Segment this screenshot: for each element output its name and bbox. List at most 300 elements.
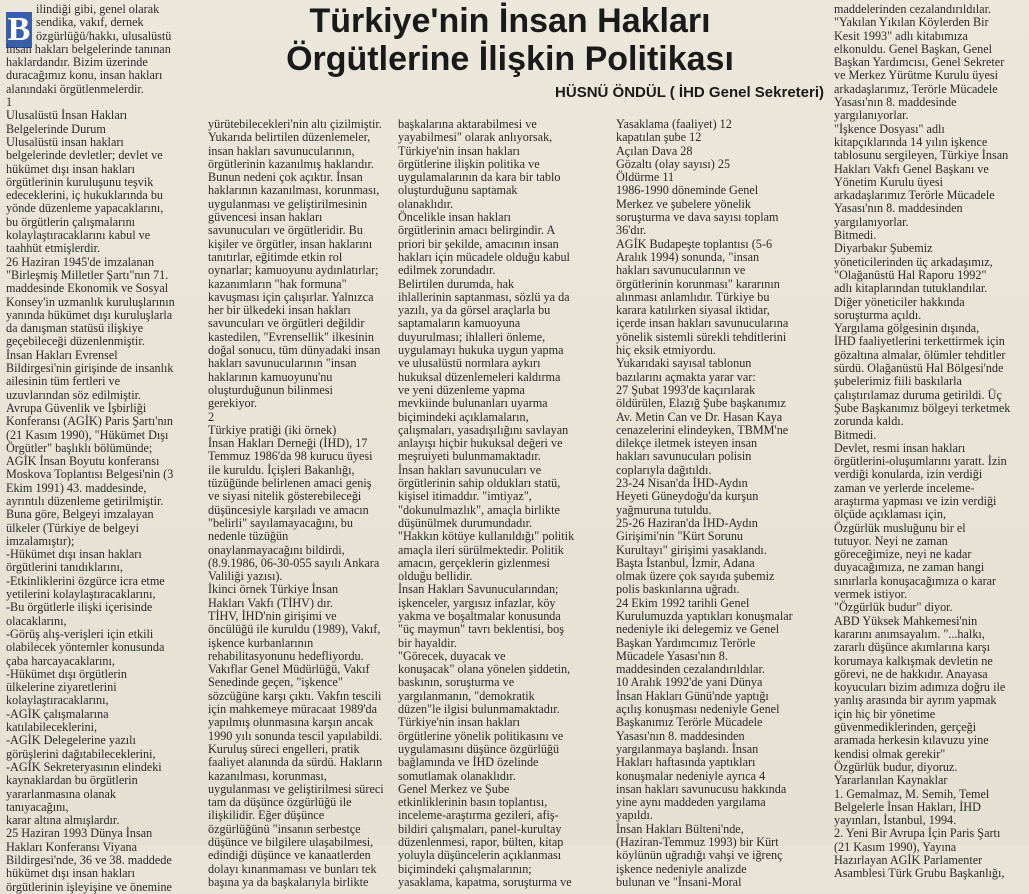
text-line: yakma ve boşaltmalar konusunda	[398, 608, 561, 623]
text-line: Avrupa Güvenlik ve İşbirliği	[6, 400, 147, 415]
text-line: kararını anımsayalım. "...halkı,	[834, 626, 985, 641]
text-line: arkadaşlarımız Terörle Mücadele	[834, 188, 995, 203]
article-title	[250, 2, 770, 78]
text-line: işkenceler, yargısız infazlar, köy	[398, 595, 556, 610]
text-line: Genel Merkez ve Şube	[398, 781, 510, 796]
text-line: 26 Haziran 1945'de imzalanan	[6, 254, 155, 269]
text-line: Yararlanılan Kaynaklar	[834, 773, 948, 788]
text-line: Öldürme 11	[616, 170, 675, 185]
text-line: zaman ve yerlerde inceleme-	[834, 480, 975, 495]
text-line: konuşacak" olana yönelen şiddetin,	[398, 662, 571, 677]
text-line: korumaya kalkışmak devletin ne	[834, 653, 993, 668]
text-line: ihlallerinin saptanması, sözlü ya da	[398, 289, 570, 304]
text-line: -Görüş alış-verişleri için etkili	[6, 626, 154, 641]
text-line: ve siyasi nitelik gösterebileceği	[208, 489, 362, 504]
text-line: hakları savunucularının ve	[616, 263, 746, 278]
text-line: çaba harcayacaklarını,	[6, 653, 115, 668]
text-line: öldürülen, Elazığ Şube başkanımız	[616, 396, 786, 411]
text-line: maddelerinden cezalandırıldılar.	[834, 2, 992, 16]
text-line: yargılanıyorlar.	[834, 108, 909, 123]
text-line: zararlı düşünce akımlarına karşı	[834, 640, 990, 655]
text-line: 2. Yeni Bir Avrupa İçin Paris Şartı	[834, 826, 1001, 841]
text-line: maddesinden cezalandırıldılar.	[616, 662, 765, 677]
text-line: Aralık 1994) sonunda, "insan	[616, 249, 760, 264]
text-line: bağlamında ve İHD özelinde	[398, 755, 539, 770]
text-line: insan hakları savunucusu hakkında	[616, 781, 787, 796]
text-line: düzenlenmesi, rapor, bülten, kitap	[398, 835, 564, 850]
text-line: Türkiye'nin insan hakları	[398, 715, 521, 730]
text-line: öncülüğü ile kuruldu (1989), Vakıf,	[208, 622, 381, 637]
text-line: baskının, soruşturma ve	[398, 675, 515, 690]
text-line: Kurulumuzda yaptıkları konuşmalar	[616, 608, 793, 623]
text-line: kendisi olmak gerekir"	[834, 746, 946, 761]
text-line: yoluyla düşüncelerin açıklanması	[398, 848, 562, 863]
text-line: Merkez ve şubelere yönelik	[616, 196, 752, 211]
text-column-5	[834, 2, 1027, 881]
text-line: sınırlarla konuşacağımıza o karar	[834, 573, 997, 588]
text-line: işkence nedeniyle analizde	[616, 861, 747, 876]
text-line: kolaylaştıracaklarını kabul ve	[6, 228, 151, 243]
text-line: yapılmış olunmasına karşın ancak	[208, 715, 374, 730]
text-line: bir hayaldir.	[398, 635, 457, 650]
text-line: yayabilmesi" olarak anlıyorsak,	[398, 130, 553, 145]
text-line: yönelik sistemli sürekli tehditlerini	[616, 329, 787, 344]
text-line: örgütlerine yönelik politikasını ve	[398, 728, 564, 743]
text-line: ülkeler (Türkiye de belgeyi	[6, 520, 139, 535]
text-line: Av. Metin Can ve Dr. Hasan Kaya	[616, 409, 783, 424]
text-line: özgürlüğünü "insanın serbestçe	[208, 821, 361, 836]
text-line: maddesinde Ekonomik ve Sosyal	[6, 281, 169, 296]
text-line: 1990 yılı sonunda tescil yapılabildi.	[208, 728, 383, 743]
text-line: ve yeni düzenleme yapma	[398, 382, 525, 397]
text-line: 25 Haziran 1993 Dünya İnsan	[6, 826, 153, 841]
text-line: elkonuldu. Genel Başkan, Genel	[834, 41, 993, 56]
text-line: oluşturduğunu saptamak	[398, 183, 518, 198]
text-line: hükümet dışı insan hakları	[6, 866, 135, 881]
text-line: tutuyor. Neyi ne zaman	[834, 533, 948, 548]
text-line: İnsan Hakları Evrensel	[6, 347, 118, 362]
text-line: 2	[208, 409, 215, 424]
text-line: haklardandır. Bizim üzerinde	[6, 55, 148, 70]
drop-cap: B	[7, 11, 31, 48]
text-line: Türkiye'nin insan hakları	[398, 143, 521, 158]
text-line: ilindiği gibi, genel olarak	[36, 2, 160, 16]
text-line: düşünülmek durumundadır.	[398, 515, 533, 530]
text-line: Ekim 1991) 43. maddesinde,	[6, 480, 147, 495]
text-line: polis baskınlarına uğradı.	[616, 582, 740, 597]
text-line: hükümet dışı insan hakları	[6, 161, 135, 176]
text-line: edilmek zorundadır.	[398, 263, 496, 278]
text-line: örgütlerini tanıdıklarını,	[6, 560, 123, 575]
text-line: İnsan Hakları Günü'nde yaptığı	[616, 688, 769, 703]
text-line: hakları savunucuları polisin	[616, 449, 752, 464]
text-column-3	[398, 117, 608, 889]
text-line: yayınları, İstanbul, 1994.	[834, 813, 957, 828]
text-line: Hakları Vakfı Genel Başkanı ve	[834, 161, 989, 176]
text-line: "Birleşmiş Milletler Şartı"nın 71.	[6, 267, 169, 282]
text-line: tüzüğünde belirlenen amaci geniş	[208, 476, 372, 491]
text-line: dolayı kınanmaması ve bunları tek	[208, 861, 377, 876]
text-line: amaçla ileri sürülmektedir. Politik	[398, 542, 564, 557]
text-line: İkinci örnek Türkiye İnsan	[208, 582, 339, 597]
text-column-2	[208, 117, 390, 889]
text-line: kişiler ve örgütler, insan haklarını	[208, 236, 373, 251]
text-line: örgütlerinin kuruluşunu teşvik	[6, 174, 154, 189]
text-line: koyucuları bizim adımıza doğru ile	[834, 680, 1006, 695]
text-line: katılabileceklerini,	[6, 720, 98, 735]
text-line: görüşlerini dağıtabileceklerini,	[6, 746, 156, 761]
text-line: faaliyet alanında da sürdü. Hakların	[208, 755, 383, 770]
text-line: 1	[6, 95, 13, 110]
text-line: örgütlerinin korunması" kararının	[616, 276, 780, 291]
text-line: "belirli" sayılamayacağını, bu	[208, 515, 353, 530]
text-line: Gözaltı (olay sayısı) 25	[616, 156, 731, 171]
text-line: kaynaklardan bu örgütlerin	[6, 773, 138, 788]
text-line: insan hakları savunucularının,	[208, 143, 355, 158]
text-line: ve Merkez Yürütme Kurulu üyesi	[834, 68, 999, 83]
text-line: cenazelerini elindeyken, TBMM'ne	[616, 422, 789, 437]
text-line: alınması anlamlıdır. Türkiye bu	[616, 289, 770, 304]
text-line: tam da düşünce özgürlüğü ile	[208, 795, 352, 810]
text-line: örgütlerinin amacı belirgindir. A	[398, 223, 556, 238]
text-line: özgürlüğü/hakkı, ulusalüstü	[36, 28, 172, 43]
text-line: 23-24 Nisan'da İHD-Aydın	[616, 476, 748, 491]
text-line: priori bir şekilde, amacının insan	[398, 236, 559, 251]
text-line: yanında hükümet dışı kuruluşlarla	[6, 307, 173, 322]
text-line: örgütlerinin işleyişine ve önemine	[6, 879, 172, 894]
text-line: "Özgürlük budur" diyor.	[834, 600, 953, 615]
text-line: "dokunulmazlık", amaçla birlikte	[398, 502, 560, 517]
text-line: örgütlerinin kazanılmış haklarıdır.	[208, 156, 374, 171]
text-line: "Olağanüstü Hal Raporu 1992"	[834, 267, 987, 282]
text-line: köylünün uğradığı vahşi ve iğrenç	[616, 848, 783, 863]
text-line: gerekiyor.	[208, 396, 258, 411]
text-line: zorunda kaldı.	[834, 414, 904, 429]
text-line: Kuruluş süreci engelleri, pratik	[208, 741, 360, 756]
text-line: doğal sonucu, tüm dünyadaki insan	[208, 343, 381, 358]
text-line: "Görecek, duyacak ve	[398, 648, 506, 663]
text-line: -Hükümet dışı insan hakları	[6, 547, 142, 562]
text-line: etkinliklerinin basın toplantısı,	[398, 795, 548, 810]
text-line: Başkanımız Terörle Mücadele	[616, 715, 763, 730]
text-line: savunucuları ve örgütleridir. Bu	[208, 223, 363, 238]
text-line: göreceğimize, neyi ne kadar	[834, 547, 972, 562]
text-line: Ulusalüstü İnsan Hakları	[6, 108, 128, 123]
text-line: Temmuz 1986'da 98 kurucu üyesi	[208, 449, 373, 464]
text-line: biçimindeki açıklamaların,	[398, 409, 529, 424]
text-line: karara katılırken siyasal iktidar,	[616, 303, 770, 318]
text-line: -Etkinliklerini özgürce icra etme	[6, 573, 165, 588]
text-line: Özgürlük musluğunu bir el	[834, 520, 966, 535]
text-line: Açılan Dava 28	[616, 143, 693, 158]
text-line: uygulamasını düşünce özgürlüğü	[398, 741, 560, 756]
text-line: Yargılama gölgesinin dışında,	[834, 321, 980, 336]
text-line: Başkan Yardımcımız Terörle	[616, 635, 756, 650]
text-line: uygulanması ve geliştirilmesinin	[208, 196, 368, 211]
text-line: hakları savunucularının "insan	[208, 356, 357, 371]
text-line: İHD faaliyetlerini terkettirmek için	[834, 334, 1005, 349]
text-line: çalıştırılamaz duruma getirildi. Üç	[834, 387, 1002, 402]
text-line: araştırma yapması ve izin verdiği	[834, 493, 997, 508]
text-line: yargılanıyorlar.	[834, 214, 909, 229]
text-line: düşünce ve bilgilere ulaşabilmesi,	[208, 835, 374, 850]
text-line: "üç maymun" tavrı beklentisi, boş	[398, 622, 564, 637]
text-line: taahhüt etmişlerdir.	[6, 241, 101, 256]
text-line: Başkan Yardımcısı, Genel Sekreter	[834, 55, 1005, 70]
text-line: düzen"le ilgisi bulunmamaktadır.	[398, 702, 560, 717]
text-line: duyacağımıza, ne zaman hangi	[834, 560, 985, 575]
text-line: ve ulusalüstü normlara aykırı	[398, 356, 541, 371]
text-line: Hazırlayan AGİK Parlamenter	[834, 853, 983, 867]
text-line: ilişkilidir. Eğer düşünce	[208, 808, 325, 823]
text-line: 1986-1990 döneminde Genel	[616, 183, 759, 198]
text-line: şubelerimiz fiili baskılarla	[834, 374, 962, 389]
title-line-1: Türkiye'nin İnsan Hakları	[309, 2, 711, 40]
text-line: yanlış arasında bir ayrım yapmak	[834, 693, 997, 708]
text-line: Konferansı (AGİK) Paris Şartı'nın	[6, 414, 174, 429]
text-line: bildiri çalışmaları, panel-kurultay	[398, 821, 562, 836]
text-line: kazanılması, korunması,	[208, 768, 327, 783]
text-line: kitapçıklarında 14 yılın işkence	[834, 134, 988, 149]
text-line: yararlanmasına olanak	[6, 786, 116, 801]
text-line: olmak üzere çok sayıda şubemiz	[616, 569, 775, 584]
text-line: Örgütler" başlıklı bölümünde;	[6, 440, 153, 455]
text-line: Diyarbakır Şubemiz	[834, 241, 933, 256]
text-line: Asamblesi Türk Grubu Başkanlığı,	[834, 866, 1005, 881]
text-line: güvenmediklerinden, gerçeği	[834, 720, 977, 735]
text-line: da danışman statüsü ilişkiye	[6, 321, 144, 336]
text-line: bazılarını açmakta yarar var:	[616, 369, 756, 384]
text-line: belgelerinde devletler; devlet ve	[6, 148, 163, 163]
text-line: yönde düzenleme yapacaklarını,	[6, 201, 164, 216]
text-line: uygulanması ve geliştirilmesi süreci	[208, 781, 384, 796]
text-line: ölçüde açıklaması için,	[834, 507, 947, 522]
text-line: yasaklama, kapatma, soruşturma ve	[398, 874, 572, 889]
text-line: örgütlerinin sahip oldukları statü,	[398, 476, 561, 491]
text-line: AGİK Budapeşte toplantısı (5-6	[616, 236, 773, 251]
text-line: Kesit 1993" adlı kitabımıza	[834, 28, 968, 43]
text-line: gözaltına almalar, ölümler tehditler	[834, 347, 1006, 362]
text-line: Moskova Toplantısı Belgesi'nin (3	[6, 467, 174, 482]
text-line: ailesinin tüm fertleri ve	[6, 374, 121, 389]
text-line: 27 Şubat 1993'de kaçırılarak	[616, 382, 756, 397]
text-line: (8.9.1986, 06-30-055 sayılı Ankara	[208, 555, 380, 570]
text-line: Devlet, resmi insan hakları	[834, 440, 966, 455]
text-line: "Hakkın kötüye kullanıldığı" politik	[398, 529, 575, 544]
text-line: açılış konuşması nedeniyle Genel	[616, 702, 780, 717]
text-line: 25-26 Haziran'da İHD-Aydın	[616, 515, 758, 530]
text-line: Kurultayı" girişimi yasaklandı.	[616, 542, 767, 557]
text-line: işkence kurbanlarının	[208, 635, 314, 650]
text-line: Belgelerinde Durum	[6, 121, 106, 136]
text-line: -AGİK Delegelerine yazılı	[6, 733, 136, 748]
text-line: her bir ülkedeki insan hakları	[208, 303, 351, 318]
text-line: başkalarına aktarabilmesi ve	[398, 117, 537, 131]
text-line: uzuvlarından söz edilmiştir.	[6, 387, 142, 402]
text-line: Valiliği yazısı).	[208, 569, 283, 584]
text-line: Yasası'nın 8. maddesinde	[834, 95, 957, 110]
text-line: yapıldı.	[616, 808, 653, 823]
text-line: TİHV, İHD'nin girişimi ve	[208, 608, 337, 623]
text-line: tanıyacağını,	[6, 799, 69, 814]
text-line: kapatılan şube 12	[616, 130, 702, 145]
text-line: Bunun nedeni çok açıktır. İnsan	[208, 170, 363, 185]
text-line: içerde insan hakları savunucularına	[616, 316, 789, 331]
text-line: Özgürlük budur, diyoruz.	[834, 759, 958, 774]
text-line: mevkiinde bulunanları uyarma	[398, 396, 548, 411]
text-line: Yasası'nın 8. maddesinden	[616, 728, 745, 743]
text-line: Diğer yöneticiler hakkında	[834, 294, 965, 309]
text-line: geçebileceği düzenlenmiştir.	[6, 334, 145, 349]
text-line: Bitmedi.	[834, 427, 877, 442]
text-line: tablosunu sergileyen, Türkiye İnsan	[834, 148, 1009, 163]
text-line: İnsan Hakları Savunucularından;	[398, 582, 559, 597]
text-line: 1. Gemalmaz, M. Semih, Temel	[834, 786, 990, 801]
text-line: arkadaşlarımız, Terörle Mücadele	[834, 81, 998, 96]
text-line: hiç eksik etmiyordu.	[616, 343, 716, 358]
text-column-1	[6, 2, 198, 894]
text-line: olduğu bellidir.	[398, 569, 473, 584]
text-line: karar altına almışlardır.	[6, 813, 120, 828]
text-line: Girişimi'nin "Kürt Sorunu	[616, 529, 744, 544]
text-line: edindiği düşünce ve kanaatlerden	[208, 848, 371, 863]
text-line: duyurulması; ihlalleri önleme,	[398, 329, 546, 344]
text-line: Yasası'nın 8. maddesinden	[834, 201, 963, 216]
text-line: yetilerini kolaylaştıracaklarını,	[6, 587, 156, 602]
text-line: (21 Kasım 1990), Yayına	[834, 839, 957, 854]
text-line: yürütebilecekleri'nin altı çizilmiştir.	[208, 117, 382, 131]
text-line: onaylanmayacağını bildirdi,	[208, 542, 345, 557]
text-line: Şube Başkanımız bölgeyi terketmek	[834, 400, 1011, 415]
text-line: kolaylaştıracaklarını,	[6, 693, 109, 708]
text-line: ABD Yüksek Mahkemesi'nin	[834, 613, 978, 628]
text-line: uygulamayı hukuka uygun yapma	[398, 343, 564, 358]
text-line: Bildirgesi'nin girişinde de insanlık	[6, 361, 174, 376]
text-line: inceleme-araştırma gezileri, afiş-	[398, 808, 559, 823]
text-line: ayrıntılı düzenleme getirilmiştir.	[6, 493, 164, 508]
text-line: insan hakları belgelerinde tanınan	[6, 41, 171, 56]
text-line: (Haziran-Temmuz 1993) bir Kürt	[616, 835, 779, 850]
text-line: "Yakılan Yıkılan Köylerden Bir	[834, 15, 989, 30]
text-line: örgütlerini-oluşumlarını yaratt. İzin	[834, 454, 1007, 469]
text-line: 10 Aralık 1992'de yani Dünya	[616, 675, 763, 690]
text-line: Vakıflar Genel Müdürlüğü, Vakıf	[208, 662, 370, 677]
text-line: bu örgütlerin çalışmalarını	[6, 214, 136, 229]
text-line: İnsan hakları savunucuları ve	[398, 462, 542, 477]
text-line: yine aynı maddeden yargılama	[616, 795, 766, 810]
text-line: için mahkemeye müracaat 1989'da	[208, 702, 378, 717]
text-line: olacaklarını,	[6, 613, 67, 628]
text-line: Yukarıda belirtilen düzenlemeler,	[208, 130, 371, 145]
text-line: 24 Ekim 1992 tarihli Genel	[616, 595, 750, 610]
text-line: kastedilen, "Evrensellik" ilkesinin	[208, 329, 374, 344]
text-line: Bitmedi.	[834, 228, 877, 243]
text-line: Belgelerle İnsan Hakları, İHD	[834, 799, 981, 814]
text-line: Bildirgesi'nde, 36 ve 38. maddede	[6, 853, 172, 867]
text-line: Ulusalüstü insan hakları	[6, 134, 124, 149]
text-line: -AGİK Sekreteryasının elindeki	[6, 759, 162, 774]
text-line: bulunan ve "İnsani-Moral	[616, 874, 742, 889]
text-line: tanıtırlar, eğitimde etkin rol	[208, 249, 343, 264]
text-line: ile kuruldu. İçişleri Bakanlığı,	[208, 462, 355, 477]
text-line: "İşkence Dosyası" adlı	[834, 121, 945, 136]
text-line: Belirtilen durumda, hak	[398, 276, 515, 291]
text-line: olabilecek yöntemler konusunda	[6, 640, 165, 655]
text-line: imzalamıştır);	[6, 533, 75, 548]
text-line: örgütlerine ilişkin politika ve	[398, 156, 540, 171]
text-line: hukuksal düzenlemeleri kaldırma	[398, 369, 561, 384]
text-line: için hiç bir yönetime	[834, 706, 936, 721]
text-line: sendika, vakıf, dernek	[36, 15, 144, 30]
text-line: İnsan Hakları Derneği (İHD), 17	[208, 436, 368, 451]
text-line: yargılanmaya başlandı. İnsan	[616, 741, 759, 756]
text-line: anlayışı hiçbir hukuksal değeri ve	[398, 436, 563, 451]
text-line: Hakları Konferansı Viyana	[6, 839, 138, 854]
text-line: edeceklerini, iç hukuklarında bu	[6, 188, 164, 203]
text-line: AGİK İnsan Boyutu konferansı	[6, 454, 160, 469]
text-line: verdiği konularda, izin verdiği	[834, 467, 983, 482]
text-line: oluşturduğunun bilinmesi	[208, 382, 333, 397]
text-line: düşüncesiyle karşıladı ve amacın	[208, 502, 369, 517]
text-line: başına ya da başkalarıyla birlikte	[208, 874, 369, 889]
text-line: adlı kitaplarından tutuklandılar.	[834, 281, 988, 296]
text-line: somutlamak olanaklıdır.	[398, 768, 516, 783]
text-line: Senedinde geçen, "işkence"	[208, 675, 343, 690]
text-line: Yasaklama (faaliyet) 12	[616, 117, 732, 131]
text-line: yazılı, ya da görsel araçlarla bu	[398, 303, 551, 318]
text-line: Buna göre, Belgeyi imzalayan	[6, 507, 154, 522]
text-line: sürdü. Olağanüstü Hal Bölgesi'nde	[834, 361, 1004, 376]
text-line: Konsey'in uzmanlık kuruluşlarının	[6, 294, 175, 309]
text-line: meşruiyeti bulunmamaktadır.	[398, 449, 541, 464]
byline: HÜSNÜ ÖNDÜL ( İHD Genel Sekreteri)	[555, 84, 824, 101]
text-line: soruşturma ve dava sayısı toplam	[616, 210, 779, 225]
text-line: -AGİK çalışmalarına	[6, 706, 109, 721]
text-line: çalışmaları, yasadışılığını savlayan	[398, 422, 569, 437]
text-line: nedeniyle iki delegemiz ve Genel	[616, 622, 780, 637]
text-column-4	[616, 117, 826, 889]
text-line: yargılanmanın, "demokratik	[398, 688, 535, 703]
text-line: (21 Kasım 1990), "Hükümet Dışı	[6, 427, 169, 442]
text-line: Öncelikle insan hakları	[398, 210, 512, 225]
text-line: ülkelerine ziyaretlerini	[6, 680, 117, 695]
text-line: alanındaki örgütlenmelerdir.	[6, 81, 144, 96]
text-line: güvencesi insan hakları	[208, 210, 323, 225]
text-line: kazanımların "hak formuna"	[208, 276, 347, 291]
text-line: Mücadele Yasası'nın 8.	[616, 648, 728, 663]
text-line: İnsan Hakları Bülteni'nde,	[616, 821, 744, 836]
text-line: haklarının kamuoyunu'nu	[208, 369, 333, 384]
text-line: soruşturma açıldı.	[834, 307, 922, 322]
text-line: 36'dır.	[616, 223, 647, 238]
text-line: Hakları haftasında yaptıkları	[616, 755, 756, 770]
text-line: coplarıyla dağıtıldı.	[616, 462, 712, 477]
text-line: konuşmalar nedeniyle ayrıca 4	[616, 768, 766, 783]
text-line: sözcüğüne karşı çıktı. Vakfın tescili	[208, 688, 382, 703]
text-line: duracağımız konu, insan hakları	[6, 68, 163, 83]
text-line: Başta İstanbul, İzmir, Adana	[616, 555, 755, 570]
text-line: kişisel itimaddır. "imtiyaz",	[398, 489, 532, 504]
text-line: yöneticilerinden üç arkadaşımız,	[834, 254, 993, 269]
text-line: oynarlar; kamuoyunu aydınlatırlar;	[208, 263, 379, 278]
text-line: rehabilitasyonunu hedefliyordu.	[208, 648, 364, 663]
text-line: -Hükümet dışı örgütlerin	[6, 666, 127, 681]
text-line: kavuşması için çalışırlar. Yalnızca	[208, 289, 374, 304]
text-line: haklarının kazanılması, korunması,	[208, 183, 380, 198]
text-line: yağmuruna tutuldu.	[616, 502, 712, 517]
text-line: aramada herkesin kılavuzu yine	[834, 733, 989, 748]
text-line: Heyeti Güneydoğu'da kurşun	[616, 489, 759, 504]
